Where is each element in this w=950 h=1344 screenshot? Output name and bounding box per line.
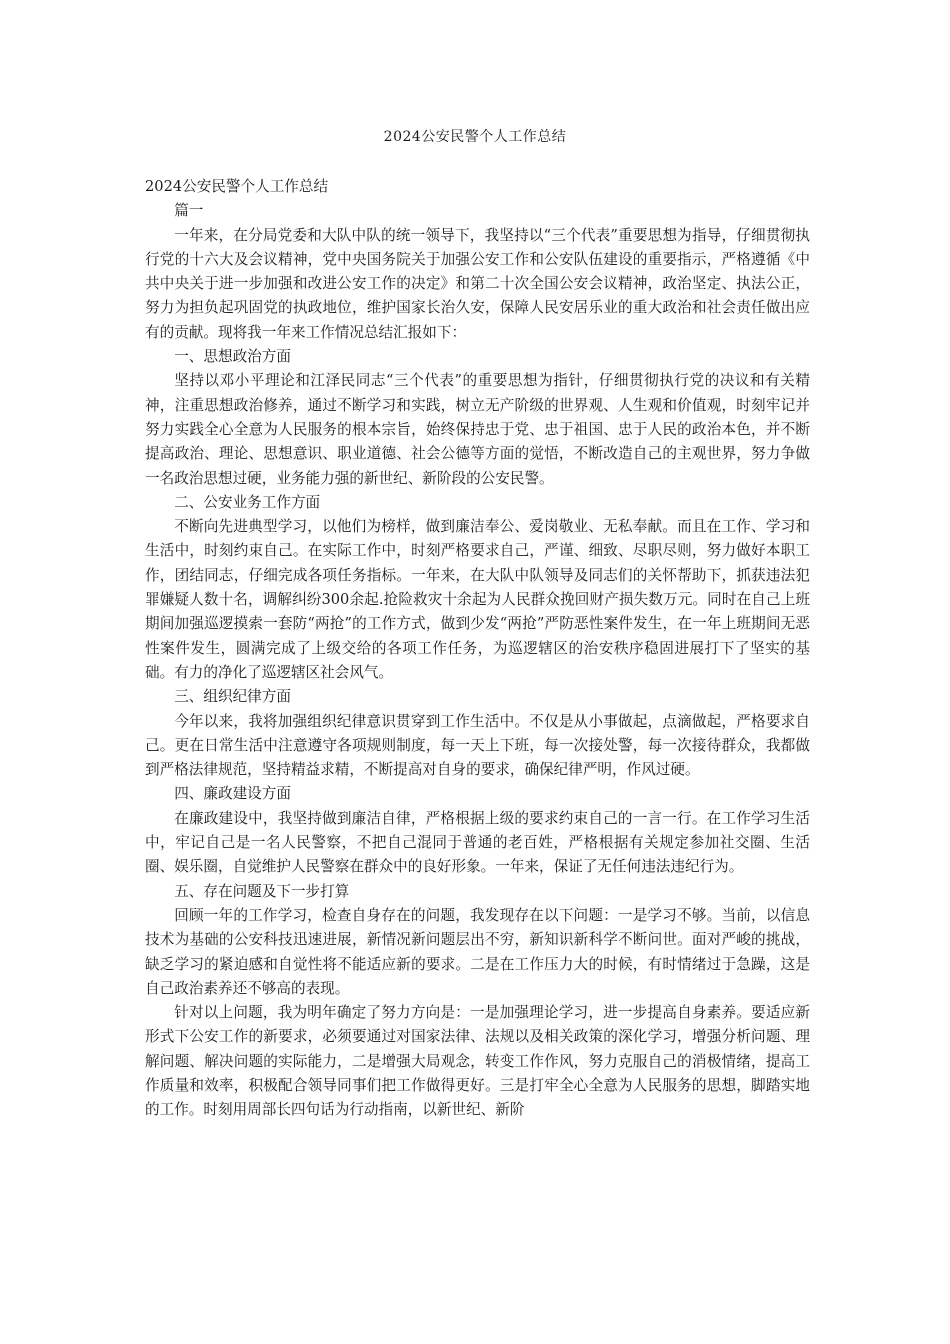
heading-integrity: 四、廉政建设方面 bbox=[174, 785, 291, 803]
heading-discipline: 三、组织纪律方面 bbox=[174, 688, 291, 706]
paragraph-problems: 回顾一年的工作学习，检查自身存在的问题，我发现存在以下问题：一是学习不够。当前，以信息技术为基础的公安科技迅速进展，新情况新问题层出不穷，新知识新科学不断问世。面对严峻的挑战，缺乏学习的紧迫感和自觉性将不能适应新的要求。二是在工作压力大的时候，有时情绪过于急躁，这是自己政治素养还不够高的表现。 bbox=[145, 906, 810, 997]
paragraph-integrity: 在廉政建设中，我坚持做到廉洁自律，严格根据上级的要求约束自己的一言一行。在工作学习生活中，牢记自己是一名人民警察，不把自己混同于普通的老百姓，严格根据有关规定参加社交圈、生活圈、娱乐圈，自觉维护人民警察在群众中的良好形象。一年来，保证了无任何违法违纪行为。 bbox=[145, 809, 810, 876]
paragraph-police-work: 不断向先进典型学习，以他们为榜样，做到廉洁奉公、爱岗敬业、无私奉献。而且在工作、学习和生活中，时刻约束自己。在实际工作中，时刻严格要求自己，严谨、细致、尽职尽则，努力做好本职工作，团结同志，仔细完成各项任务指标。一年来，在大队中队领导及同志们的关怀帮助下，抓获违法犯罪嫌疑人数十名，调解纠纷300余起.抢险救灾十余起为人民群众挽回财产损失数万元。同时在自己上班期间加强巡逻摸索一套防“两抢”的工作方式，做到少发“两抢”严防恶性案件发生，在一年上班期间无恶性案件发生，圆满完成了上级交给的各项工作任务，为巡逻辖区的治安秩序稳固进展打下了坚实的基础。有力的净化了巡逻辖区社会风气。 bbox=[145, 518, 810, 681]
document-title: 2024公安民警个人工作总结 bbox=[383, 129, 567, 145]
paragraph-political-thought: 坚持以邓小平理论和江泽民同志“三个代表”的重要思想为指针，仔细贯彻执行党的决议和有关精神，注重思想政治修养，通过不断学习和实践，树立无产阶级的世界观、人生观和价值观，时刻牢记并努力实践全心全意为人民服务的根本宗旨，始终保持忠于党、忠于祖国、忠于人民的政治本色，并不断提高政治、理论、思想意识、职业道德、社会公德等方面的觉悟，不断改造自己的主观世界，努力争做一名政治思想过硬，业务能力强的新世纪、新阶段的公安民警。 bbox=[145, 372, 810, 487]
section-label: 篇一 bbox=[174, 202, 204, 220]
heading-problems-plans: 五、存在问题及下一步打算 bbox=[174, 882, 350, 900]
heading-political-thought: 一、思想政治方面 bbox=[174, 348, 291, 366]
document-body bbox=[145, 175, 810, 1123]
document-subtitle: 2024公安民警个人工作总结 bbox=[145, 178, 329, 195]
paragraph-discipline: 今年以来，我将加强组织纪律意识贯穿到工作生活中。不仅是从小事做起，点滴做起，严格要求自己。更在日常生活中注意遵守各项规则制度，每一天上下班，每一次接处警，每一次接待群众，我都做到严格法律规范，坚持精益求精，不断提高对自身的要求，确保纪律严明，作风过硬。 bbox=[145, 712, 810, 779]
paragraph-plans: 针对以上问题，我为明年确定了努力方向是：一是加强理论学习，进一步提高自身素养。要适应新形式下公安工作的新要求，必须要通过对国家法律、法规以及相关政策的深化学习，增强分析问题、理解问题、解决问题的实际能力，二是增强大局观念，转变工作作风，努力克服自己的消极情绪，提高工作质量和效率，积极配合领导同事们把工作做得更好。三是打牢全心全意为人民服务的思想，脚踏实地的工作。时刻用周部长四句话为行动指南，以新世纪、新阶 bbox=[145, 1004, 810, 1119]
heading-police-work: 二、公安业务工作方面 bbox=[174, 493, 321, 511]
intro-paragraph: 一年来，在分局党委和大队中队的统一领导下，我坚持以“三个代表”重要思想为指导，仔细贯彻执行党的十六大及会议精神，党中央国务院关于加强公安工作和公安队伍建设的重要指示，严格遵循《中共中央关于进一步加强和改进公安工作的决定》和第二十次全国公安会议精神，政治坚定、执法公正，努力为担负起巩固党的执政地位，维护国家长治久安，保障人民安居乐业的重大政治和社会责任做出应有的贡献。现将我一年来工作情况总结汇报如下： bbox=[145, 226, 810, 341]
